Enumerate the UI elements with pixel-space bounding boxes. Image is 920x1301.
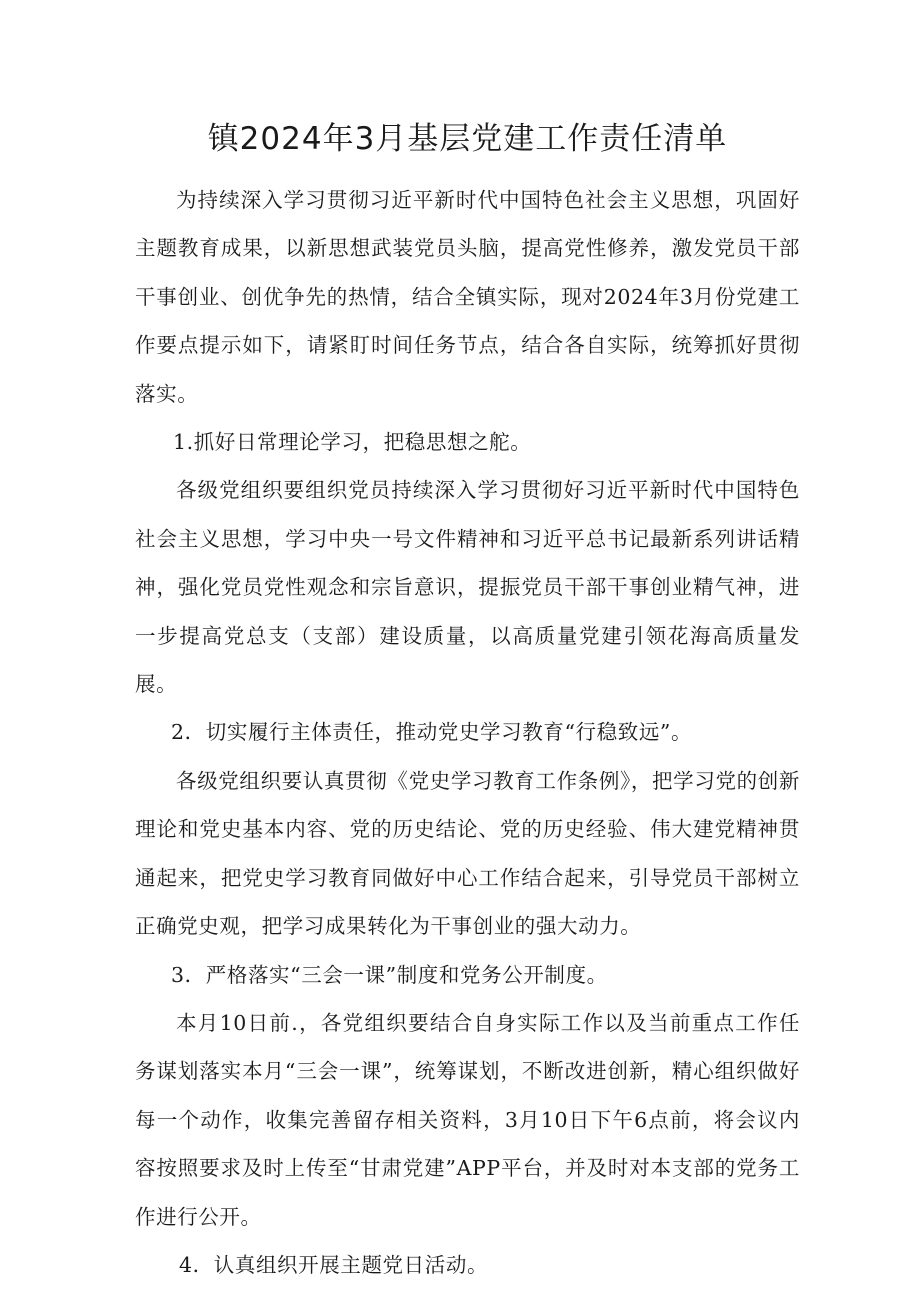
section-heading-1: 1.抓好日常理论学习，把稳思想之舵。 xyxy=(173,430,532,455)
section-body-3: 本月10日前.，各党组织要结合自身实际工作以及当前重点工作任务谋划落实本月“三会一课”，统筹谋划，不断改进创新，精心组织做好每一个动作，收集完善留存相关资料，3月10日下午6点前，将会议内容按照要求及时上传至“甘肃党建”APP平台，并及时对本支部的党务工作进行公开。 xyxy=(135,1010,800,1229)
section-heading-4: 4．认真组织开展主题党日活动。 xyxy=(179,1252,489,1277)
section-heading-3: 3．严格落实“三会一课”制度和党务公开制度。 xyxy=(171,962,608,987)
section-heading-2: 2．切实履行主体责任，推动党史学习教育“行稳致远”。 xyxy=(171,720,693,745)
section-body-2: 各级党组织要认真贯彻《党史学习教育工作条例》，把学习党的创新理论和党史基本内容、党的历史结论、党的历史经验、伟大建党精神贯通起来，把党史学习教育同做好中心工作结合起来，引导党员干部树立正确党史观，把学习成果转化为干事创业的强大动力。 xyxy=(135,768,800,939)
intro-paragraph: 为持续深入学习贯彻习近平新时代中国特色社会主义思想，巩固好主题教育成果，以新思想武装党员头脑，提高党性修养，激发党员干部干事创业、创优争先的热情，结合全镇实际，现对2024年3月份党建工作要点提示如下，请紧盯时间任务节点，结合各自实际，统筹抓好贯彻落实。 xyxy=(135,188,800,406)
document-title: 镇2024年3月基层党建工作责任清单 xyxy=(207,121,728,157)
section-body-1: 各级党组织要组织党员持续深入学习贯彻好习近平新时代中国特色社会主义思想，学习中央一号文件精神和习近平总书记最新系列讲话精神，强化党员党性观念和宗旨意识，提振党员干部干事创业精气神，进一步提高党总支（支部）建设质量，以高质量党建引领花海高质量发展。 xyxy=(135,478,800,697)
